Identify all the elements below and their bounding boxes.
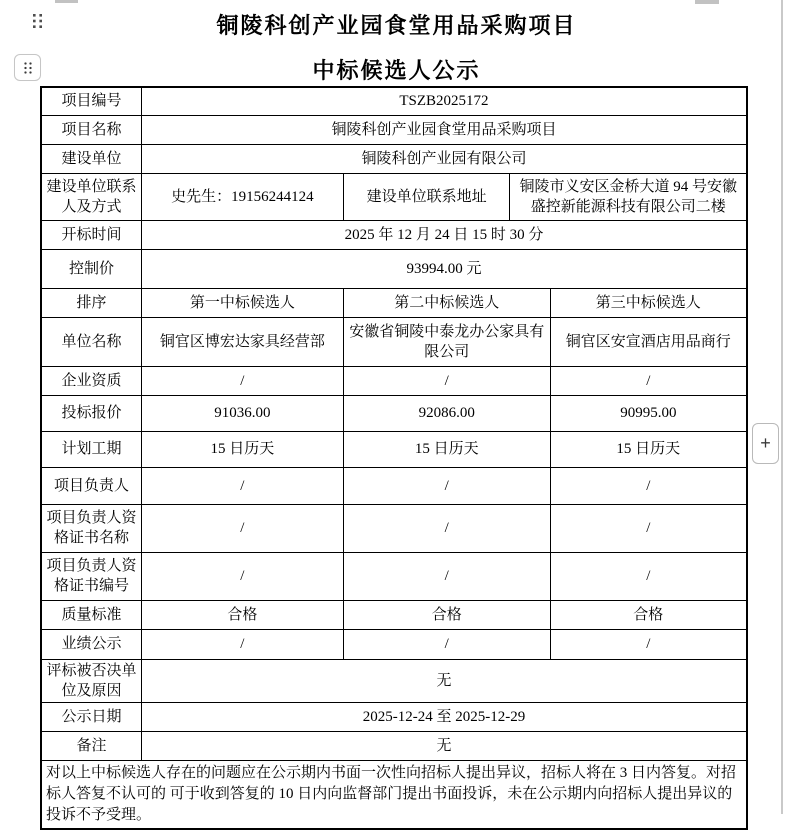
table-row xyxy=(41,702,747,731)
row-value: 92086.00 xyxy=(343,395,550,431)
row-value: / xyxy=(343,504,550,552)
row-label: 项目负责人 xyxy=(41,467,141,504)
table-row xyxy=(41,504,747,552)
table-row xyxy=(41,220,747,249)
row-value: 无 xyxy=(141,731,747,760)
row-label: 建设单位 xyxy=(41,144,141,173)
footer-note: 对以上中标候选人存在的问题应在公示期内书面一次性向招标人提出异议，招标人将在 3 日内答复。对招标人答复不认可的 可于收到答复的 10 日内向监督部门提出书面投诉，未在公示期内向招标人提出异议的投诉不予受理。 xyxy=(41,760,747,829)
row-value: 铜陵科创产业园有限公司 xyxy=(141,144,747,173)
table-row xyxy=(41,173,747,220)
row-value: 15 日历天 xyxy=(141,431,343,467)
row-value: 合格 xyxy=(550,600,747,629)
table-row xyxy=(41,467,747,504)
row-value: TSZB2025172 xyxy=(141,87,747,115)
row-value: 铜官区博宏达家具经营部 xyxy=(141,317,343,366)
table-row xyxy=(41,629,747,659)
table-row xyxy=(41,366,747,395)
table-row xyxy=(41,288,747,317)
row-value: 15 日历天 xyxy=(343,431,550,467)
table-row xyxy=(41,659,747,702)
row-label: 企业资质 xyxy=(41,366,141,395)
row-value: 无 xyxy=(141,659,747,702)
row-value: 2025-12-24 至 2025-12-29 xyxy=(141,702,747,731)
row-value: / xyxy=(343,552,550,600)
table-row xyxy=(41,144,747,173)
plus-icon: + xyxy=(760,433,771,453)
row-value: / xyxy=(550,629,747,659)
row-label: 项目负责人资格证书编号 xyxy=(41,552,141,600)
page-title: 铜陵科创产业园食堂用品采购项目 xyxy=(216,13,577,38)
table-row xyxy=(41,317,747,366)
row-value: 合格 xyxy=(141,600,343,629)
row-label: 排序 xyxy=(41,288,141,317)
row-value: 史先生：19156244124 xyxy=(141,173,343,220)
row-value: / xyxy=(141,366,343,395)
row-label: 开标时间 xyxy=(41,220,141,249)
row-label: 建设单位联系人及方式 xyxy=(41,173,141,220)
row-label: 业绩公示 xyxy=(41,629,141,659)
page-subtitle: 中标候选人公示 xyxy=(312,58,481,83)
row-label: 投标报价 xyxy=(41,395,141,431)
row-value: / xyxy=(550,467,747,504)
row-value: 2025 年 12 月 24 日 15 时 30 分 xyxy=(141,220,747,249)
row-value: 90995.00 xyxy=(550,395,747,431)
row-value: / xyxy=(550,504,747,552)
row-label: 控制价 xyxy=(41,249,141,288)
row-label: 公示日期 xyxy=(41,702,141,731)
page-edge-line xyxy=(781,0,783,814)
row-label: 单位名称 xyxy=(41,317,141,366)
row-value: 第一中标候选人 xyxy=(141,288,343,317)
row-label: 计划工期 xyxy=(41,431,141,467)
row-value: / xyxy=(550,552,747,600)
announcement-table-body xyxy=(41,87,747,829)
add-block-button[interactable] xyxy=(752,423,779,464)
row-label: 项目负责人资格证书名称 xyxy=(41,504,141,552)
row-value: 第三中标候选人 xyxy=(550,288,747,317)
announcement-table xyxy=(40,86,748,830)
row-value: / xyxy=(550,366,747,395)
row-label: 项目名称 xyxy=(41,115,141,144)
row-value: / xyxy=(141,552,343,600)
table-row xyxy=(41,87,747,115)
top-edge-fragment xyxy=(695,0,719,4)
row-value: / xyxy=(141,629,343,659)
row-value: / xyxy=(343,366,550,395)
row-value: / xyxy=(343,467,550,504)
row-value: / xyxy=(141,467,343,504)
row-value: 铜官区安宣酒店用品商行 xyxy=(550,317,747,366)
row-value: / xyxy=(141,504,343,552)
row-value: 91036.00 xyxy=(141,395,343,431)
row-label: 备注 xyxy=(41,731,141,760)
row-label: 评标被否决单位及原因 xyxy=(41,659,141,702)
row-value: 合格 xyxy=(343,600,550,629)
table-row xyxy=(41,249,747,288)
row-value: 15 日历天 xyxy=(550,431,747,467)
table-row xyxy=(41,431,747,467)
table-row xyxy=(41,731,747,760)
row-value: 93994.00 元 xyxy=(141,249,747,288)
row-value: / xyxy=(343,629,550,659)
row-value: 第二中标候选人 xyxy=(343,288,550,317)
row-label: 建设单位联系地址 xyxy=(343,173,510,220)
row-value: 安徽省铜陵中泰龙办公家具有限公司 xyxy=(343,317,550,366)
top-edge-fragment xyxy=(55,0,78,3)
row-label: 项目编号 xyxy=(41,87,141,115)
table-row xyxy=(41,395,747,431)
row-value: 铜陵科创产业园食堂用品采购项目 xyxy=(141,115,747,144)
table-row xyxy=(41,760,747,829)
row-value: 铜陵市义安区金桥大道 94 号安徽盛控新能源科技有限公司二楼 xyxy=(510,173,747,220)
row-label: 质量标准 xyxy=(41,600,141,629)
table-row xyxy=(41,552,747,600)
table-row xyxy=(41,115,747,144)
table-row xyxy=(41,600,747,629)
